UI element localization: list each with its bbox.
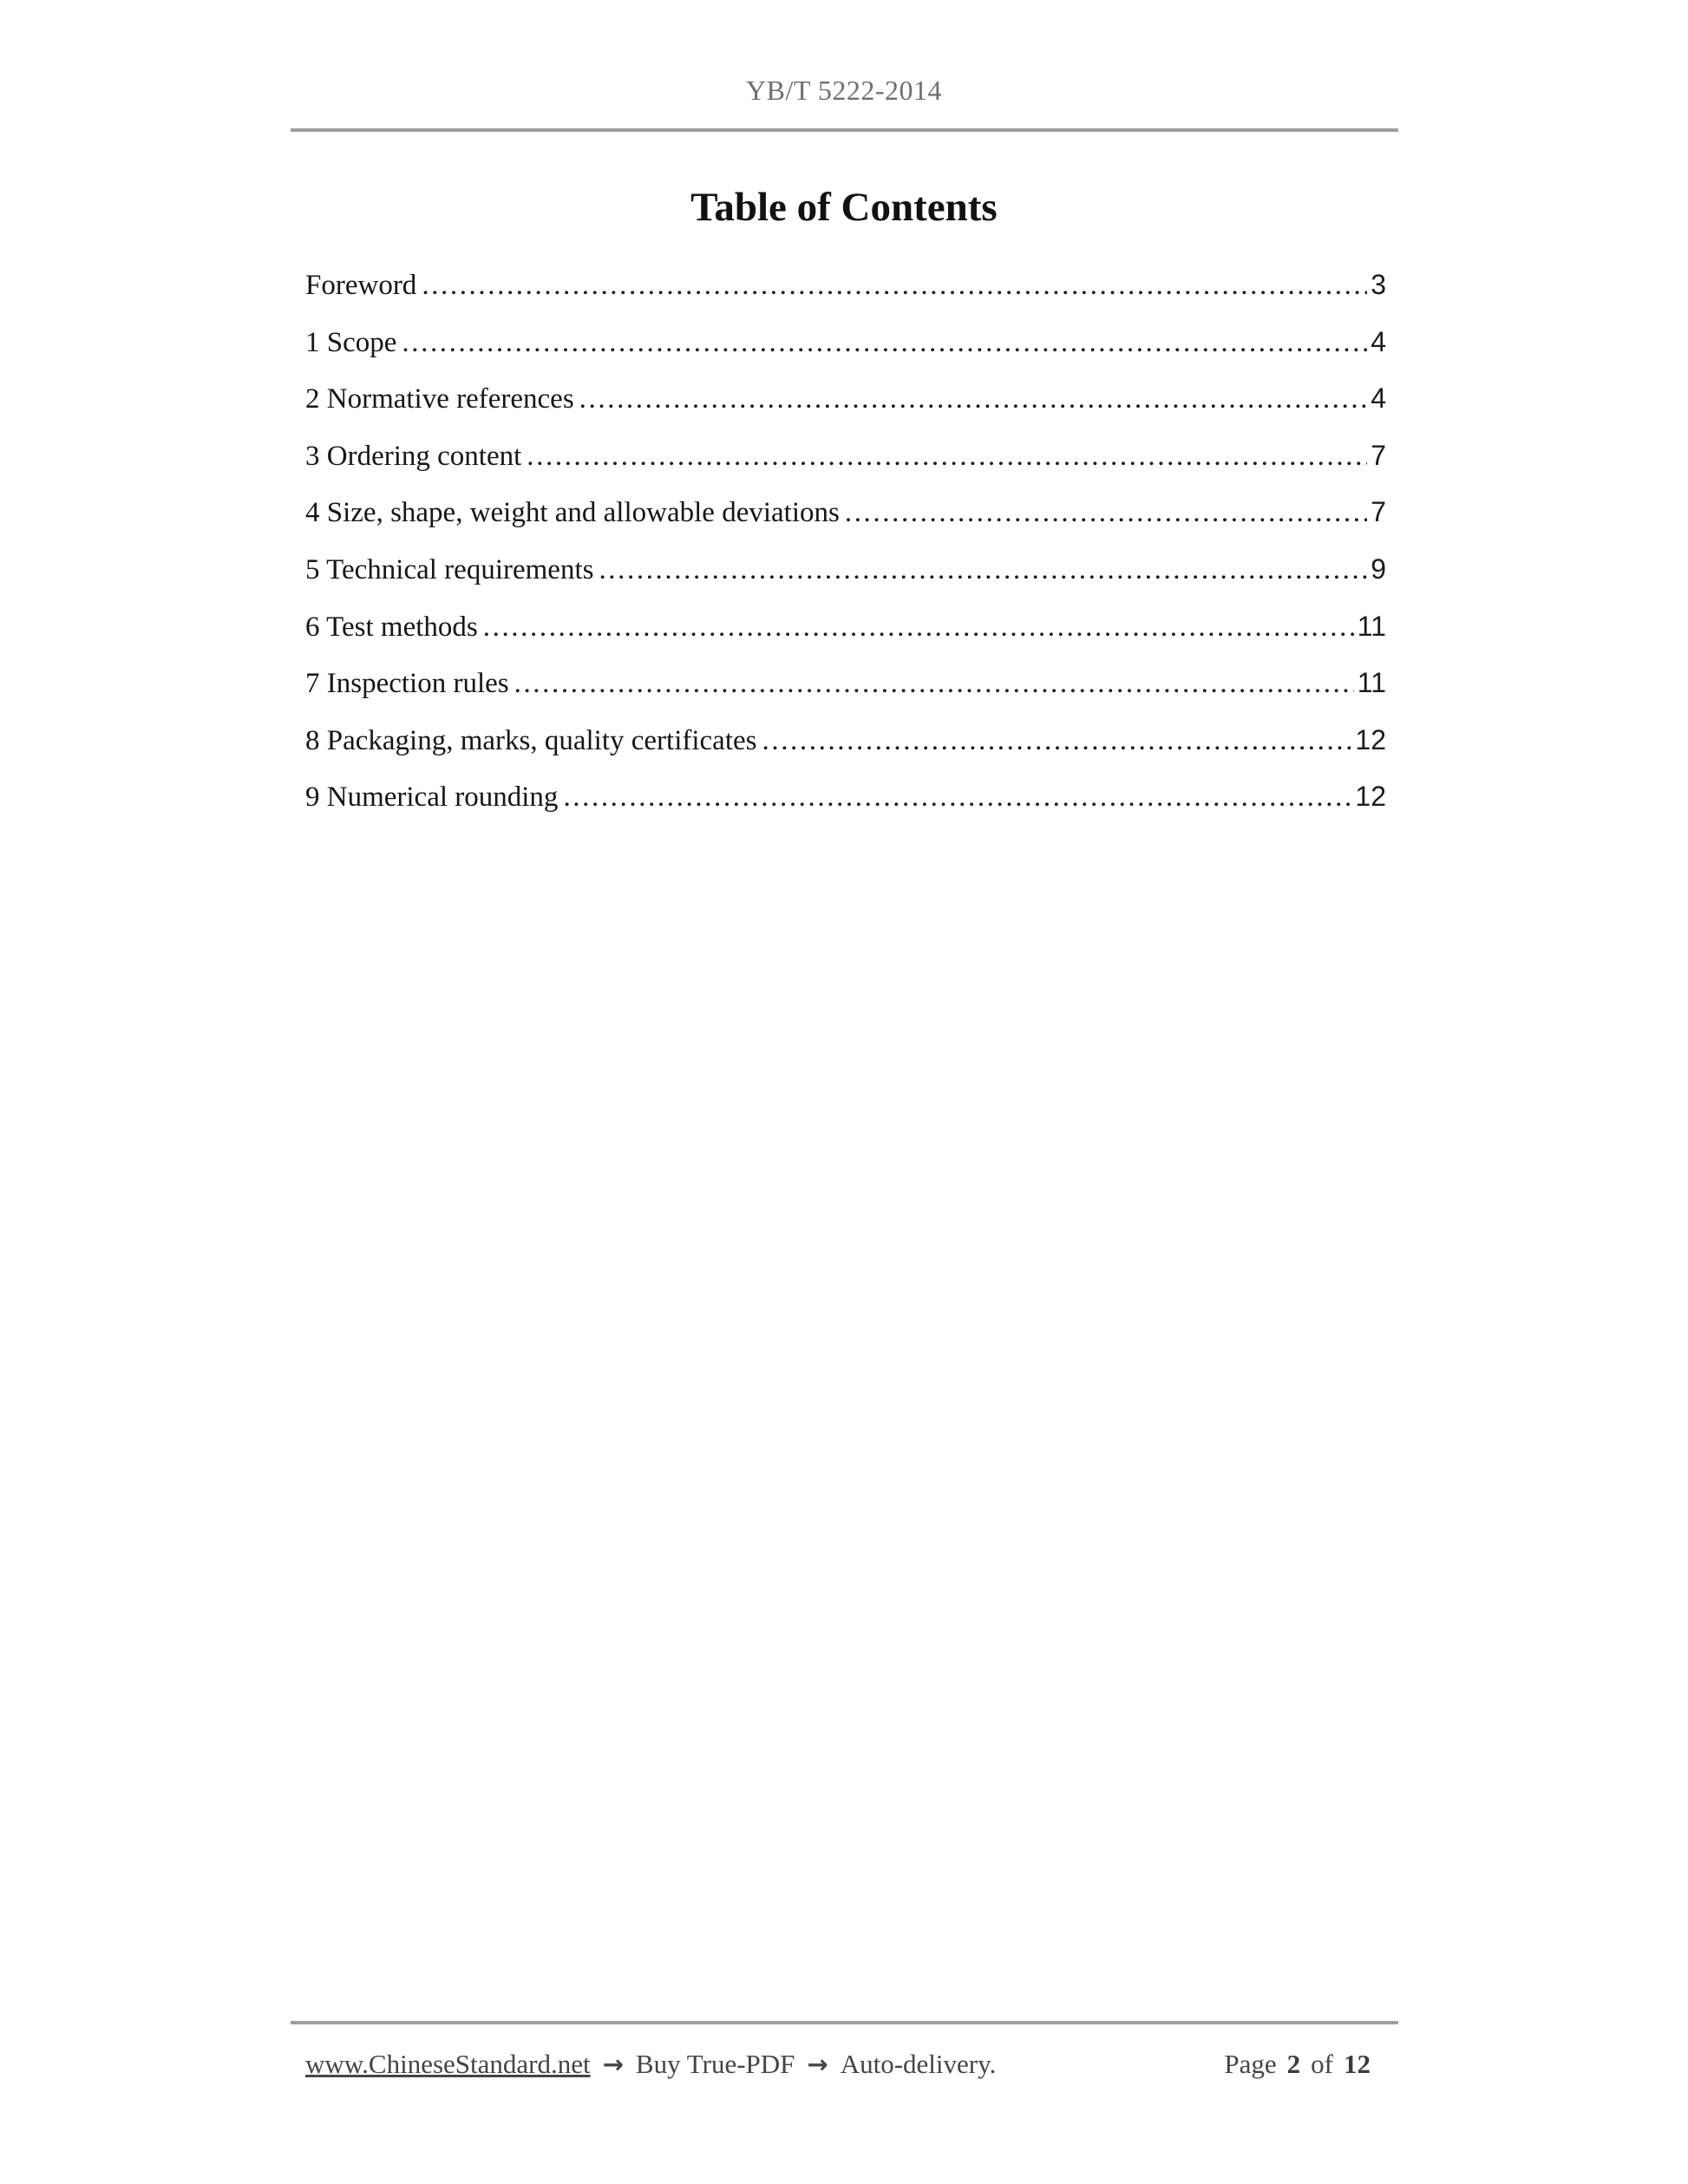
toc-entry-page: 12 bbox=[1355, 723, 1386, 755]
toc-leader-dots bbox=[762, 713, 1352, 769]
toc-entry-page: 7 bbox=[1371, 439, 1386, 471]
header-rule bbox=[291, 128, 1398, 132]
page-title: Table of Contents bbox=[690, 185, 998, 230]
footer-page-total: 12 bbox=[1344, 2049, 1371, 2079]
toc-entry-page: 4 bbox=[1371, 325, 1386, 357]
toc-entry[interactable] bbox=[305, 655, 1386, 712]
toc-entry-label: 1 Scope bbox=[305, 326, 397, 358]
toc-entry-page: 7 bbox=[1371, 496, 1386, 528]
toc-leader-dots bbox=[579, 371, 1368, 428]
toc-entry[interactable] bbox=[305, 768, 1386, 826]
toc-entry-page: 4 bbox=[1371, 383, 1386, 415]
footer-action-buy: Buy True-PDF bbox=[635, 2049, 795, 2079]
arrow-right-icon: → bbox=[602, 2050, 624, 2079]
toc-entry[interactable] bbox=[305, 370, 1386, 428]
toc-entry-page: 9 bbox=[1371, 553, 1386, 585]
footer-left bbox=[305, 2049, 996, 2080]
toc-leader-dots bbox=[402, 315, 1367, 371]
footer-action-delivery: Auto-delivery. bbox=[840, 2049, 997, 2079]
toc-leader-dots bbox=[483, 599, 1354, 656]
toc-leader-dots bbox=[599, 542, 1367, 598]
footer-of-label: of bbox=[1311, 2049, 1333, 2079]
toc-leader-dots bbox=[845, 485, 1367, 541]
toc-leader-dots bbox=[514, 656, 1354, 712]
footer-page-indicator bbox=[1224, 2049, 1371, 2080]
toc-entry-page: 3 bbox=[1371, 269, 1386, 300]
toc-entry-label: 6 Test methods bbox=[305, 611, 478, 643]
toc-entry[interactable] bbox=[305, 541, 1386, 598]
document-code-header: YB/T 5222-2014 bbox=[746, 75, 942, 106]
toc-entry-label: 4 Size, shape, weight and allowable deviations bbox=[305, 497, 840, 529]
toc-entry-label: 8 Packaging, marks, quality certificates bbox=[305, 724, 757, 756]
footer-page-current: 2 bbox=[1286, 2049, 1301, 2079]
toc-entry-label: 5 Technical requirements bbox=[305, 553, 594, 585]
footer-rule bbox=[291, 2021, 1398, 2024]
toc-entry[interactable] bbox=[305, 484, 1386, 541]
toc-leader-dots bbox=[563, 769, 1351, 826]
toc-entry[interactable] bbox=[305, 712, 1386, 769]
toc-entry-label: Foreword bbox=[305, 270, 417, 301]
toc-entry[interactable] bbox=[305, 428, 1386, 485]
toc-entry-label: 9 Numerical rounding bbox=[305, 781, 559, 814]
toc-leader-dots bbox=[527, 428, 1367, 485]
toc-entry-page: 12 bbox=[1355, 781, 1386, 813]
toc-entry-label: 2 Normative references bbox=[305, 383, 574, 415]
toc-entry[interactable] bbox=[305, 314, 1386, 371]
arrow-right-icon: → bbox=[807, 2050, 828, 2079]
footer-page-label: Page bbox=[1224, 2049, 1277, 2079]
toc-entry-label: 3 Ordering content bbox=[305, 440, 522, 472]
toc-entry[interactable] bbox=[305, 598, 1386, 656]
toc-entry-page: 11 bbox=[1357, 610, 1386, 642]
toc-leader-dots bbox=[422, 258, 1367, 314]
toc-entry-page: 11 bbox=[1357, 667, 1386, 699]
toc-entry[interactable] bbox=[305, 257, 1386, 314]
footer-bar bbox=[305, 2049, 1398, 2080]
toc-list bbox=[305, 257, 1386, 826]
footer-website-link[interactable]: www.ChineseStandard.net bbox=[305, 2049, 591, 2079]
toc-entry-label: 7 Inspection rules bbox=[305, 668, 509, 700]
